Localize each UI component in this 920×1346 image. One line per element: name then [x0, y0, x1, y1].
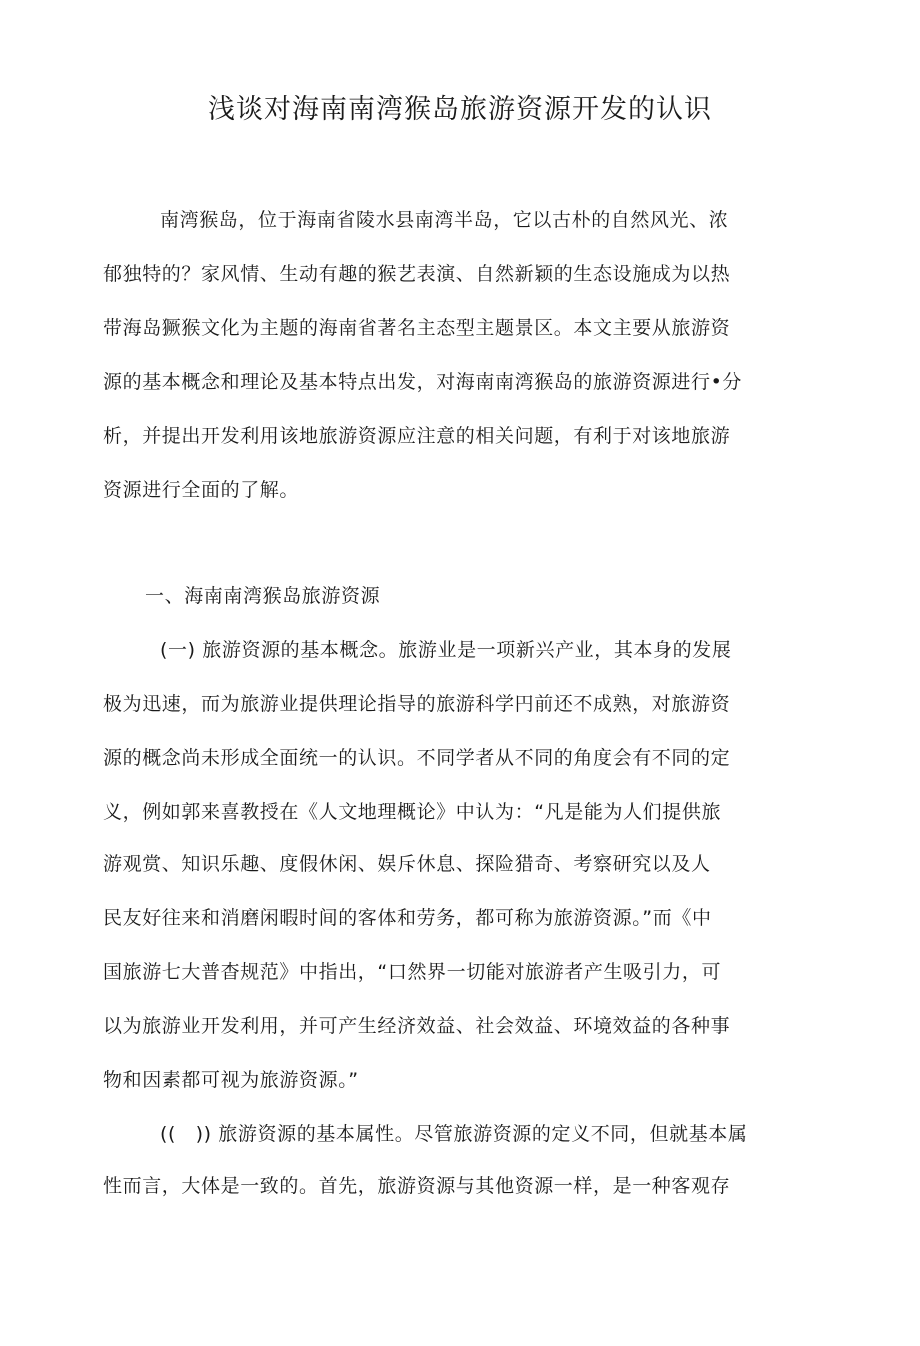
abstract-line: 郁独特的？家风情、生动有趣的猴艺表演、自然新颖的生态设施成为以热: [103, 263, 731, 285]
paragraph-line: 源的概念尚未形成全面统一的认识。不同学者从不同的角度会有不同的定: [103, 747, 731, 769]
abstract-line: 资源进行全面的了解。: [103, 479, 300, 501]
abstract-line: 带海岛獗猴文化为主题的海南省著名主态型主题景区。本文主要从旅游资: [103, 317, 731, 339]
paragraph-line: 义，例如郭来喜教授在《人文地理概论》中认为：“凡是能为人们提供旅: [103, 801, 722, 823]
paragraph-line: 极为迅速，而为旅游业提供理论指导的旅游科学円前还不成熟，对旅游资: [103, 693, 731, 715]
paragraph-line: 以为旅游业开发利用，并可产生经济效益、社会效益、环境效益的各种事: [103, 1015, 731, 1037]
paragraph-line: (( )) 旅游资源的基本属性。尽管旅游资源的定义不同，但就基本属: [160, 1123, 748, 1145]
paragraph-line: 游观赏、知识乐趣、度假休闲、娱斥休息、探险猎奇、考察研究以及人: [103, 853, 711, 875]
abstract-line: 析，并提出开发利用该地旅游资源应注意的相关问题，有利于对该地旅游: [103, 425, 731, 447]
paragraph-line: 性而言，大体是一致的。首先，旅游资源与其他资源一样，是一种客观存: [103, 1175, 731, 1197]
paragraph-line: 民友好往来和消磨闲暇时间的客体和劳务，都可称为旅游资源。”而《中: [103, 907, 712, 929]
paragraph-line: 国旅游七大普杳规范》中指出，“口然界一切能对旅游者产生吸引力，可: [103, 961, 722, 983]
abstract-line: 源的基本概念和理论及基本特点出发，对海南南湾猴岛的旅游资源进行•分: [103, 371, 743, 393]
paragraph-line: 物和因素都可视为旅游资源。”: [103, 1069, 359, 1091]
paragraph-line: (一) 旅游资源的基本概念。旅游业是一项新兴产业，其本身的发展: [160, 639, 732, 661]
document-title: 浅谈对海南南湾猴岛旅游资源开发的认识: [208, 94, 712, 125]
abstract-line: 南湾猴岛，位于海南省陵水县南湾半岛，它以古朴的自然风光、浓: [160, 209, 729, 231]
section-heading: 一、海南南湾猴岛旅游资源: [145, 585, 381, 607]
